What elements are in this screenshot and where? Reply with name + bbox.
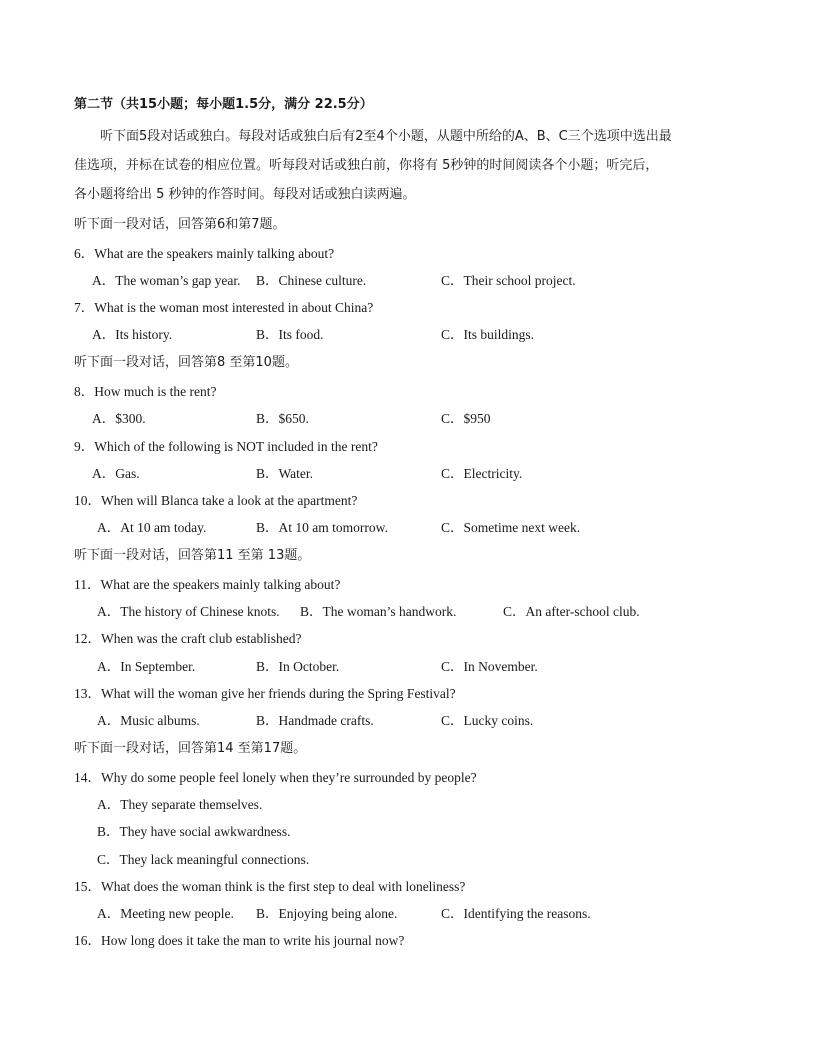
group-intro: 听下面一段对话，回答第8 至第10题。 bbox=[74, 355, 298, 370]
q14-option-b: B．They have social awkwardness. bbox=[97, 824, 291, 839]
section-heading: 第二节（共15小题；每小题1.5分，满分 22.5分） bbox=[74, 97, 373, 112]
q8-option-c: C．$950 bbox=[441, 411, 491, 426]
q15-option-b: B．Enjoying being alone. bbox=[256, 906, 398, 921]
q15-option-a: A．Meeting new people. bbox=[97, 906, 234, 921]
q8-option-b: B．$650. bbox=[256, 411, 309, 426]
q11-option-c: C．An after-school club. bbox=[503, 604, 640, 619]
group-intro: 听下面一段对话，回答第11 至第 13题。 bbox=[74, 548, 311, 563]
q15-option-c: C．Identifying the reasons. bbox=[441, 906, 591, 921]
q13-option-a: A．Music albums. bbox=[97, 713, 200, 728]
q6-option-c: C．Their school project. bbox=[441, 273, 576, 288]
q10-option-a: A．At 10 am today. bbox=[97, 520, 207, 535]
q12-option-c: C．In November. bbox=[441, 659, 538, 674]
group-intro: 听下面一段对话，回答第14 至第17题。 bbox=[74, 741, 307, 756]
question-14: 14．Why do some people feel lonely when they’re surrounded by people? bbox=[74, 770, 477, 785]
question-6: 6．What are the speakers mainly talking about? bbox=[74, 246, 335, 261]
q12-option-a: A．In September. bbox=[97, 659, 196, 674]
q9-option-c: C．Electricity. bbox=[441, 466, 523, 481]
q11-option-b: B．The woman’s handwork. bbox=[300, 604, 457, 619]
instructions-line-2: 佳选项，并标在试卷的相应位置。听每段对话或独白前，你将有 5秒钟的时间阅读各个小题；听完后， bbox=[74, 158, 659, 173]
question-9: 9．Which of the following is NOT included in the rent? bbox=[74, 439, 378, 454]
instructions-line-1: 听下面5段对话或独白。每段对话或独白后有2至4个小题，从题中所给的A、B、C三个选项中选出最 bbox=[100, 129, 672, 144]
q6-option-a: A．The woman’s gap year. bbox=[92, 273, 241, 288]
q10-option-b: B．At 10 am tomorrow. bbox=[256, 520, 388, 535]
question-12: 12．When was the craft club established? bbox=[74, 631, 302, 646]
instructions-line-3: 各小题将给出 5 秒钟的作答时间。每段对话或独白读两遍。 bbox=[74, 187, 416, 202]
q14-option-c: C．They lack meaningful connections. bbox=[97, 852, 310, 867]
q7-option-a: A．Its history. bbox=[92, 327, 173, 342]
q11-option-a: A．The history of Chinese knots. bbox=[97, 604, 280, 619]
q12-option-b: B．In October. bbox=[256, 659, 340, 674]
q8-option-a: A．$300. bbox=[92, 411, 146, 426]
q9-option-a: A．Gas. bbox=[92, 466, 140, 481]
q9-option-b: B．Water. bbox=[256, 466, 314, 481]
question-13: 13．What will the woman give her friends during the Spring Festival? bbox=[74, 686, 456, 701]
question-11: 11．What are the speakers mainly talking about? bbox=[74, 577, 341, 592]
q7-option-c: C．Its buildings. bbox=[441, 327, 535, 342]
question-16: 16．How long does it take the man to write his journal now? bbox=[74, 933, 405, 948]
q6-option-b: B．Chinese culture. bbox=[256, 273, 367, 288]
q14-option-a: A．They separate themselves. bbox=[97, 797, 263, 812]
q13-option-b: B．Handmade crafts. bbox=[256, 713, 374, 728]
question-8: 8．How much is the rent? bbox=[74, 384, 217, 399]
question-7: 7．What is the woman most interested in about China? bbox=[74, 300, 374, 315]
q7-option-b: B．Its food. bbox=[256, 327, 324, 342]
question-10: 10．When will Blanca take a look at the apartment? bbox=[74, 493, 358, 508]
group-intro: 听下面一段对话，回答第6和第7题。 bbox=[74, 217, 286, 232]
question-15: 15．What does the woman think is the first step to deal with loneliness? bbox=[74, 879, 466, 894]
q13-option-c: C．Lucky coins. bbox=[441, 713, 534, 728]
q10-option-c: C．Sometime next week. bbox=[441, 520, 581, 535]
